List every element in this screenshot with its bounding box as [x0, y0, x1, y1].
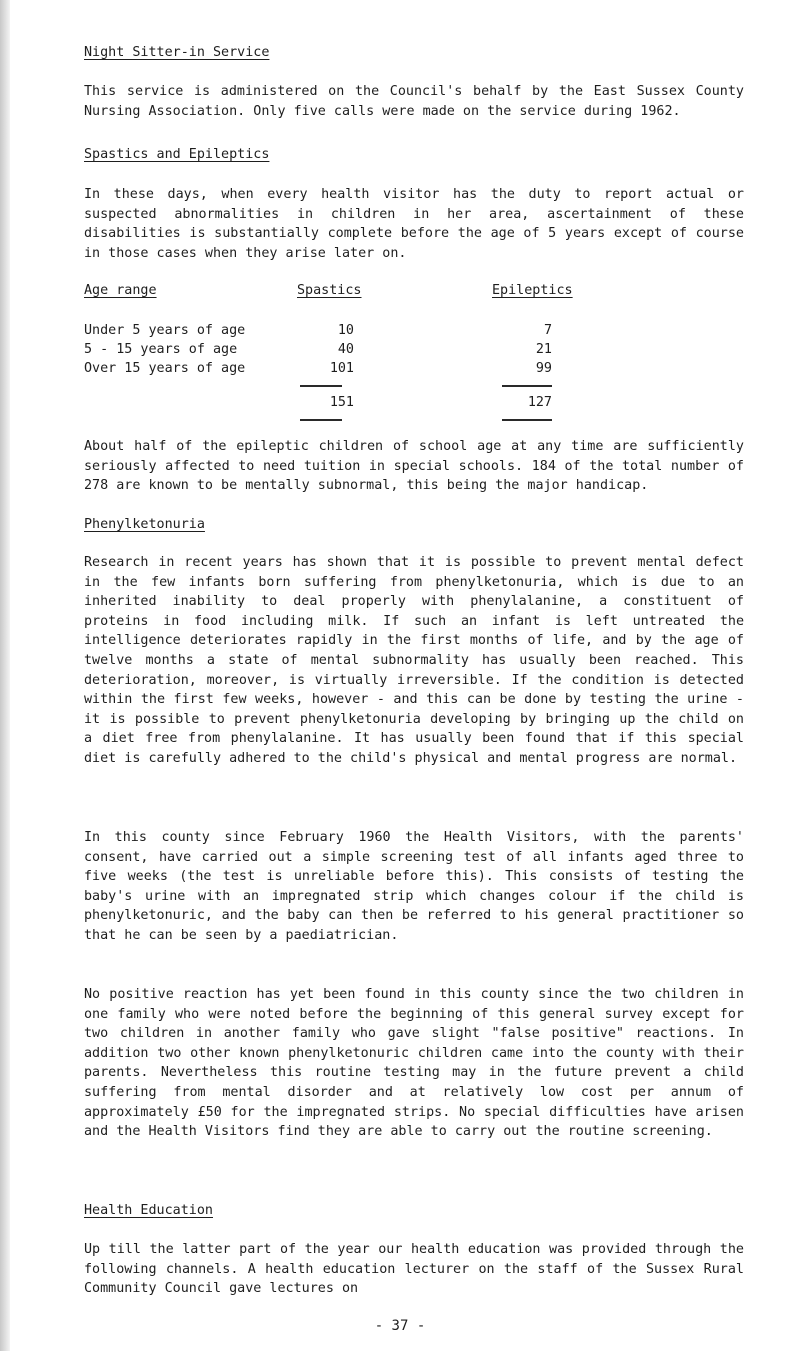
night-sitter-heading: Night Sitter-in Service	[84, 45, 270, 60]
total-rule-top-epileptics	[502, 385, 552, 387]
epileptics-paragraph: About half of the epileptic children of school age at any time are sufficiently seriously affected to need tuition in special schools. 184 of the total number of 278 are known to be mentally subnormal, this being the major handicap.	[84, 439, 744, 494]
spastics-heading: Spastics and Epileptics	[84, 147, 270, 162]
table-totals-row	[84, 393, 684, 413]
page-number: - 37 -	[374, 1318, 426, 1334]
night-sitter-paragraph: This service is administered on the Council's behalf by the East Sussex County Nursing Association. Only five calls were made on the service during 1962.	[84, 84, 744, 119]
health-education-heading: Health Education	[84, 1203, 213, 1218]
row-age: Under 5 years of age	[84, 323, 246, 338]
phenylketonuria-heading: Phenylketonuria	[84, 517, 205, 532]
total-rule-bottom-epileptics	[502, 419, 552, 421]
table-row	[84, 321, 684, 341]
row-age: Over 15 years of age	[84, 361, 246, 376]
table-header-epileptics: Epileptics	[492, 283, 573, 298]
row-spastics: 10	[337, 323, 354, 338]
phenylketonuria-paragraph-2: In this county since February 1960 the Health Visitors, with the parents' consent, have carried out a simple screening test of all infants aged three to five weeks (the test is unreliable before this). This consists of testing the baby's urine with an impregnated strip which changes colour if the child is phenylketonuric, and the baby can then be referred to his general practitioner so that he can be seen by a paediatrician.	[84, 830, 744, 943]
row-epileptics: 99	[535, 361, 552, 376]
total-rule-top-spastics	[300, 385, 342, 387]
row-epileptics: 7	[543, 323, 552, 338]
spastics-paragraph: In these days, when every health visitor has the duty to report actual or suspected abnormalities in children in her area, ascertainment of these disabilities is substantially complete before the age of 5 years except of course in those cases when they arise later on.	[84, 187, 744, 261]
total-spastics: 151	[329, 395, 354, 410]
health-education-paragraph: Up till the latter part of the year our health education was provided through the following channels. A health education lecturer on the staff of the Sussex Rural Community Council gave lectures on	[84, 1242, 744, 1297]
table-row	[84, 359, 684, 379]
total-epileptics: 127	[527, 395, 552, 410]
row-spastics: 40	[337, 342, 354, 357]
row-age: 5 - 15 years of age	[84, 342, 238, 357]
table-row	[84, 340, 684, 360]
row-spastics: 101	[329, 361, 354, 376]
total-rule-bottom-spastics	[300, 419, 342, 421]
phenylketonuria-paragraph-3: No positive reaction has yet been found in this county since the two children in one family who were noted before the beginning of this general survey except for two children in another family who gave slight "false positive" reactions. In addition two other known phenylketonuric children came into the county with their parents. Nevertheless this routine testing may in the future prevent a child suffering from mental disorder and at relatively low cost per annum of approximately £50 for the impregnated strips. No special difficulties have arisen and the Health Visitors find they are able to carry out the routine screening.	[84, 987, 744, 1140]
row-epileptics: 21	[535, 342, 552, 357]
table-header-spastics: Spastics	[297, 283, 362, 298]
table-header-age: Age range	[84, 283, 157, 298]
phenylketonuria-paragraph-1: Research in recent years has shown that it is possible to prevent mental defect in the few infants born suffering from phenylketonuria, which is due to an inherited inability to deal properly with phenylalanine, a constituent of proteins in food including milk. If such an infant is left untreated the intelligence deteriorates rapidly in the first months of life, and by the age of twelve months a state of mental subnormality has usually been reached. This deterioration, moreover, is virtually irreversible. If the condition is detected within the first few weeks, however - and this can be done by testing the urine - it is possible to prevent phenylketonuria developing by bringing up the child on a diet free from phenylalanine. It has usually been found that if this special diet is carefully adhered to the child's physical and mental progress are normal.	[84, 555, 744, 766]
